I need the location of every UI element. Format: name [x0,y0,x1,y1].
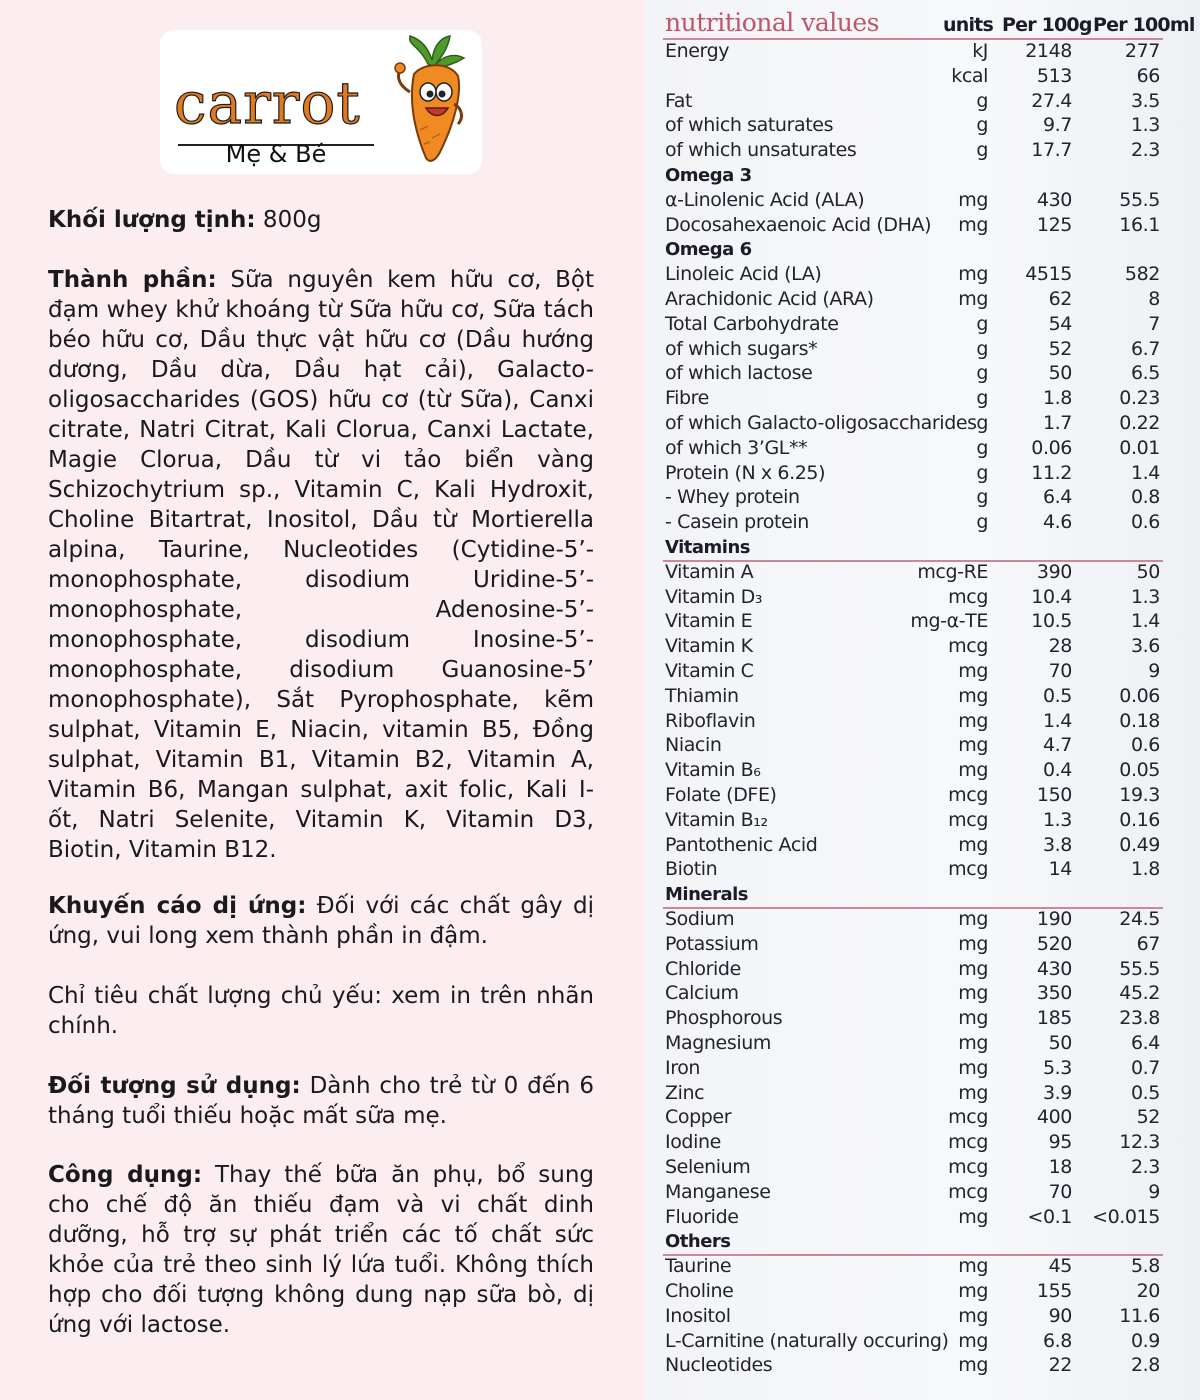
nutrient-row [645,1057,1200,1082]
nutrient-row [645,1082,1200,1107]
value-per-100g: 6.4 [1042,486,1072,509]
value-per-100g: 520 [1036,932,1072,955]
value-per-100g: 0.06 [1031,436,1072,459]
nutrient-unit: mg [958,759,988,782]
value-per-100g: 50 [1048,1032,1072,1054]
nutrient-unit: mcg [948,585,988,608]
value-per-100g: 22 [1048,1354,1072,1377]
nutrient-unit: g [976,362,988,385]
nutrient-name: Thiamin [665,684,739,707]
value-per-100g: 3.9 [1042,1081,1072,1104]
nutrient-unit: mg [958,188,988,211]
value-per-100ml: 9 [1148,1180,1160,1203]
col-header-units: units [943,14,993,36]
nutrient-name: of which unsaturates [665,139,857,162]
value-per-100g: 1.4 [1042,709,1072,732]
value-per-100ml: 7 [1148,312,1160,335]
nutrient-row [645,933,1200,958]
value-per-100g: 11.2 [1031,461,1072,484]
section-heading: Others [665,1231,731,1253]
nutrient-row [645,586,1200,611]
value-per-100ml: 24.5 [1119,908,1160,930]
value-per-100ml: 1.4 [1130,610,1160,633]
nutrient-row [645,437,1200,462]
value-per-100ml: 19.3 [1119,784,1160,806]
nutrient-name: Vitamin D₃ [665,585,763,608]
value-per-100ml: 67 [1136,932,1160,955]
value-per-100ml: 5.8 [1130,1255,1160,1278]
nutrient-name: Magnesium [665,1032,771,1054]
value-per-100ml: 6.4 [1130,1032,1160,1054]
nutrient-row [645,809,1200,834]
nutrient-name: Chloride [665,957,741,980]
nutrient-name: L-Carnitine (naturally occuring) [665,1329,949,1352]
nutrient-name: Choline [665,1280,734,1302]
nutrient-unit: mcg [948,1156,988,1178]
nutrient-name: of which lactose [665,362,813,385]
target-users: Đối tượng sử dụng: Dành cho trẻ từ 0 đến 6 tháng tuổi thiếu hoặc mất sữa mẹ. [48,1073,594,1129]
nutrient-name: of which Galacto-oligosaccharides [665,412,977,434]
value-per-100g: 125 [1036,213,1072,236]
value-per-100ml: 66 [1136,64,1160,87]
nutrient-row [645,1330,1200,1355]
section-heading: Minerals [665,884,749,906]
nutrient-row [645,139,1200,164]
nutrient-name: Zinc [665,1081,705,1104]
nutrient-row [645,958,1200,983]
nutrient-name: Iodine [665,1131,721,1154]
value-per-100ml: 0.5 [1130,1081,1160,1104]
nutrient-unit: g [976,312,988,335]
value-per-100g: 430 [1036,957,1072,980]
brand-name: carrot [174,69,361,137]
section-heading: Omega 6 [665,239,752,261]
nutrient-unit: mg [958,1056,988,1079]
col-header-per-100g: Per 100g [1002,14,1092,36]
value-per-100ml: 582 [1124,263,1160,286]
value-per-100ml: 12.3 [1119,1131,1160,1154]
nutrient-row [645,660,1200,685]
nutrient-row [645,462,1200,487]
nutrient-name: Vitamin K [665,635,753,658]
nutrient-unit: g [976,461,988,484]
nutrient-name: Arachidonic Acid (ARA) [665,288,874,310]
nutrient-unit: mg [958,908,988,930]
nutrient-name: Nucleotides [665,1354,773,1377]
value-per-100ml: 23.8 [1119,1007,1160,1030]
nutrient-name: Riboflavin [665,709,756,732]
value-per-100ml: 2.3 [1130,139,1160,162]
value-per-100g: 390 [1036,560,1072,583]
value-per-100g: 52 [1048,337,1072,360]
nutrient-unit: mg [958,709,988,732]
nutrient-row [645,635,1200,660]
nutrient-unit: mg [958,1032,988,1054]
nutrient-row [645,561,1200,586]
value-per-100g: 27.4 [1031,89,1072,112]
nutrient-row [645,288,1200,313]
nutrient-unit: kcal [951,64,988,87]
nutrient-row [645,1106,1200,1131]
value-per-100g: 10.5 [1031,610,1072,633]
nutrient-row [645,1007,1200,1032]
nutrient-unit: g [976,387,988,410]
nutrient-name: Calcium [665,982,739,1005]
value-per-100g: 9.7 [1042,114,1072,137]
nutrient-row [645,263,1200,288]
nutrient-name: α-Linolenic Acid (ALA) [665,188,865,211]
value-per-100g: 350 [1036,982,1072,1005]
value-per-100g: 90 [1048,1304,1072,1327]
nutrient-name: - Casein protein [665,511,809,534]
value-per-100ml: 1.3 [1130,114,1160,137]
value-per-100ml: 6.5 [1130,362,1160,385]
nutrient-row [645,40,1200,65]
nutrient-unit: g [976,412,988,434]
nutrient-row [645,1181,1200,1206]
nutrient-unit: mcg-RE [917,560,988,583]
value-per-100ml: 0.01 [1119,436,1160,459]
nutrient-row [645,1131,1200,1156]
value-per-100ml: 8 [1148,288,1160,310]
usage: Công dụng: Thay thế bữa ăn phụ, bổ sung cho chế độ ăn thiếu đạm và vi chất dinh dưỡng, hỗ trợ sự phát triển các tố chất sức khỏe của trẻ theo sinh lý lứa tuổi. Không thích hợp cho đối tượng không dung nạp sữa bò, dị ứng với lactose. [48,1162,594,1338]
nutrient-unit: g [976,337,988,360]
nutrient-name: Docosahexaenoic Acid (DHA) [665,213,932,236]
value-per-100g: 190 [1036,908,1072,930]
nutrient-name: of which saturates [665,114,834,137]
value-per-100ml: 0.16 [1119,808,1160,831]
value-per-100g: 513 [1036,64,1072,87]
value-per-100g: 18 [1048,1156,1072,1178]
value-per-100g: 430 [1036,188,1072,211]
nutrient-name: Vitamin E [665,610,753,633]
nutrient-row [645,1255,1200,1280]
nutrient-row [645,486,1200,511]
value-per-100ml: 0.06 [1119,684,1160,707]
nutrient-row [645,511,1200,536]
nutrient-row [645,685,1200,710]
section-heading: Omega 3 [665,165,752,186]
value-per-100ml: 0.8 [1130,486,1160,509]
nutrient-unit: mcg [948,784,988,806]
nutrient-name: Vitamin B₁₂ [665,808,768,831]
nutrient-row [645,710,1200,735]
nutrient-unit: mg [958,1081,988,1104]
nutrient-row [645,189,1200,214]
nutrient-unit: mg [958,684,988,707]
nutrient-name: Pantothenic Acid [665,833,818,856]
nutrient-name: Vitamin C [665,660,754,682]
nutrient-row [645,834,1200,859]
value-per-100ml: 0.23 [1119,387,1160,410]
nutrient-unit: g [976,89,988,112]
nutrient-row [645,65,1200,90]
value-per-100ml: 0.22 [1119,412,1160,434]
nutrient-unit: mcg [948,858,988,881]
value-per-100ml: 0.6 [1130,734,1160,757]
net-weight: Khối lượng tịnh: 800g [48,207,322,233]
value-per-100g: 17.7 [1031,139,1072,162]
value-per-100g: 3.8 [1042,833,1072,856]
nutrient-row [645,610,1200,635]
nutrient-name: of which 3’GL** [665,436,808,459]
nutrient-unit: mg [958,263,988,286]
value-per-100ml: 0.9 [1130,1329,1160,1352]
nutrient-unit: kJ [972,40,988,62]
nutrient-name: Linoleic Acid (LA) [665,263,822,286]
nutrient-unit: mg [958,932,988,955]
value-per-100g: 1.7 [1042,412,1072,434]
nutrient-unit: mg [958,288,988,310]
value-per-100g: 28 [1048,635,1072,658]
nutrient-unit: mg [958,982,988,1005]
nutrition-title: nutritional values [665,8,879,37]
value-per-100g: 14 [1048,858,1072,881]
ingredients: Thành phần: Sữa nguyên kem hữu cơ, Bột đạm whey khử khoáng từ Sữa hữu cơ, Sữa tách béo hữu cơ, Dầu thực vật hữu cơ (Dầu hướng dương, Dầu dừa, Dầu hạt cải), Galacto-oligosaccharides (GOS) hữu cơ (từ Sữa), Canxi citrate, Natri Citrat, Kali Clorua, Canxi Lactate, Magie Clorua, Dầu từ vi tảo biển vàng Schizochytrium sp., Vitamin C, Kali Hydroxit, Choline Bitartrat, Inositol, Dầu từ Mortierella alpina, Taurine, Nucleotides (Cytidine-5’-monophosphate, disodium Uridine-5’-monophosphate, Adenosine-5’-monophosphate, disodium Inosine-5’-monophosphate, disodium Guanosine-5’ monophosphate), Sắt Pyrophosphate, kẽm sulphat, Vitamin E, Niacin, vitamin B5, Đồng sulphat, Vitamin B1, Vitamin B2, Vitamin A, Vitamin B6, Mangan sulphat, axit folic, Kali I-ốt, Natri Selenite, Vitamin K, Vitamin D3, Biotin, Vitamin B12. [48,267,594,863]
value-per-100g: 50 [1048,362,1072,385]
value-per-100ml: 6.7 [1130,337,1160,360]
nutrient-name: Fluoride [665,1205,739,1228]
value-per-100ml: 0.7 [1130,1056,1160,1079]
value-per-100ml: 2.8 [1130,1354,1160,1377]
nutrient-unit: mg [958,1255,988,1278]
value-per-100ml: 20 [1136,1280,1160,1302]
value-per-100ml: 11.6 [1119,1304,1160,1327]
value-per-100g: 10.4 [1031,585,1072,608]
value-per-100ml: 1.8 [1130,858,1160,881]
quality-note: Chỉ tiêu chất lượng chủ yếu: xem in trên nhãn chính. [48,983,594,1039]
col-header-per-100ml: Per 100ml [1093,14,1195,36]
nutrient-unit: g [976,114,988,137]
nutrient-unit: mg [958,734,988,757]
value-per-100ml: 2.3 [1130,1156,1160,1178]
nutrient-name: Biotin [665,858,718,881]
nutrition-label-photo [645,0,1200,1400]
value-per-100g: 4.7 [1042,734,1072,757]
nutrient-name: Total Carbohydrate [665,312,839,335]
nutrient-unit: mcg [948,635,988,658]
value-per-100ml: 16.1 [1119,213,1160,236]
nutrient-name: - Whey protein [665,486,800,509]
nutrient-unit: mg [958,957,988,980]
value-per-100g: 1.8 [1042,387,1072,410]
nutrient-unit: mg [958,1205,988,1228]
nutrient-unit: mg [958,1007,988,1030]
nutrient-row [645,734,1200,759]
section-heading: Vitamins [665,537,750,558]
value-per-100ml: 55.5 [1119,957,1160,980]
nutrient-name: Fat [665,89,693,112]
carrot-mascot-icon [388,34,480,170]
value-per-100g: 0.4 [1042,759,1072,782]
nutrient-name: of which sugars* [665,337,818,360]
value-per-100ml: 0.18 [1119,709,1160,732]
value-per-100g: 185 [1036,1007,1072,1030]
value-per-100g: 4515 [1025,263,1072,286]
value-per-100g: 70 [1048,660,1072,682]
nutrient-unit: mcg [948,808,988,831]
nutrient-name: Vitamin A [665,560,754,583]
nutrient-row [645,362,1200,387]
value-per-100ml: 3.6 [1130,635,1160,658]
nutrient-unit: g [976,511,988,534]
value-per-100ml: 1.3 [1130,585,1160,608]
value-per-100ml: 277 [1124,40,1160,62]
nutrient-name: Iron [665,1056,701,1079]
nutrient-row [645,784,1200,809]
nutrient-row [645,908,1200,933]
value-per-100ml: 45.2 [1119,982,1160,1005]
value-per-100ml: 52 [1136,1106,1160,1129]
nutrient-unit: mg [958,1354,988,1377]
value-per-100ml: 9 [1148,660,1160,682]
nutrient-name: Fibre [665,387,709,410]
nutrition-table [645,0,1200,1400]
value-per-100g: 5.3 [1042,1056,1072,1079]
value-per-100g: 62 [1048,288,1072,310]
nutrient-unit: g [976,486,988,509]
nutrient-row [645,313,1200,338]
nutrient-row [645,338,1200,363]
value-per-100g: <0.1 [1027,1205,1072,1228]
allergy-warning: Khuyến cáo dị ứng: Đối với các chất gây dị ứng, vui long xem thành phần in đậm. [48,893,594,949]
nutrient-row [645,412,1200,437]
nutrient-row [645,1156,1200,1181]
value-per-100ml: 55.5 [1119,188,1160,211]
value-per-100g: 150 [1036,784,1072,806]
nutrient-row [645,1032,1200,1057]
value-per-100ml: 1.4 [1130,461,1160,484]
value-per-100g: 2148 [1025,40,1072,62]
nutrient-row [645,114,1200,139]
brand-subtitle: Mẹ & Bé [225,140,327,168]
brand-logo [160,30,482,174]
nutrient-row [645,214,1200,239]
value-per-100g: 155 [1036,1280,1072,1302]
nutrient-row [645,1305,1200,1330]
value-per-100g: 45 [1048,1255,1072,1278]
nutrient-row [645,1354,1200,1379]
value-per-100g: 54 [1048,312,1072,335]
value-per-100g: 95 [1048,1131,1072,1154]
nutrient-unit: mg-α-TE [910,610,988,633]
nutrient-row [645,387,1200,412]
nutrient-name: Manganese [665,1180,771,1203]
nutrient-unit: mcg [948,1106,988,1129]
nutrient-name: Copper [665,1106,732,1129]
value-per-100ml: 3.5 [1130,89,1160,112]
nutrient-name: Energy [665,40,730,62]
nutrient-unit: mcg [948,1180,988,1203]
nutrient-unit: mg [958,1304,988,1327]
value-per-100ml: 0.05 [1119,759,1160,782]
nutrient-unit: g [976,139,988,162]
nutrient-name: Inositol [665,1304,731,1327]
nutrient-unit: mg [958,213,988,236]
value-per-100ml: <0.015 [1092,1205,1160,1228]
nutrient-unit: mg [958,1280,988,1302]
nutrient-row [645,1206,1200,1231]
nutrient-name: Sodium [665,908,735,930]
value-per-100g: 1.3 [1042,808,1072,831]
nutrient-row [645,90,1200,115]
value-per-100g: 400 [1036,1106,1072,1129]
nutrient-name: Taurine [665,1255,732,1278]
nutrient-row [645,1280,1200,1305]
nutrient-unit: mcg [948,1131,988,1154]
value-per-100g: 6.8 [1042,1329,1072,1352]
value-per-100ml: 50 [1136,560,1160,583]
nutrient-name: Niacin [665,734,722,757]
nutrient-name: Vitamin B₆ [665,759,761,782]
value-per-100g: 0.5 [1042,684,1072,707]
nutrient-row [645,858,1200,883]
nutrient-name: Potassium [665,932,759,955]
nutrient-unit: mg [958,660,988,682]
nutrient-unit: mg [958,1329,988,1352]
value-per-100g: 70 [1048,1180,1072,1203]
nutrient-name: Protein (N x 6.25) [665,461,826,484]
nutrient-row [645,982,1200,1007]
value-per-100ml: 0.49 [1119,833,1160,856]
nutrient-unit: mg [958,833,988,856]
nutrient-name: Phosphorous [665,1007,783,1030]
nutrient-unit: g [976,436,988,459]
nutrient-name: Folate (DFE) [665,784,777,806]
value-per-100g: 4.6 [1042,511,1072,534]
value-per-100ml: 0.6 [1130,511,1160,534]
nutrient-row [645,759,1200,784]
nutrient-name: Selenium [665,1156,751,1178]
